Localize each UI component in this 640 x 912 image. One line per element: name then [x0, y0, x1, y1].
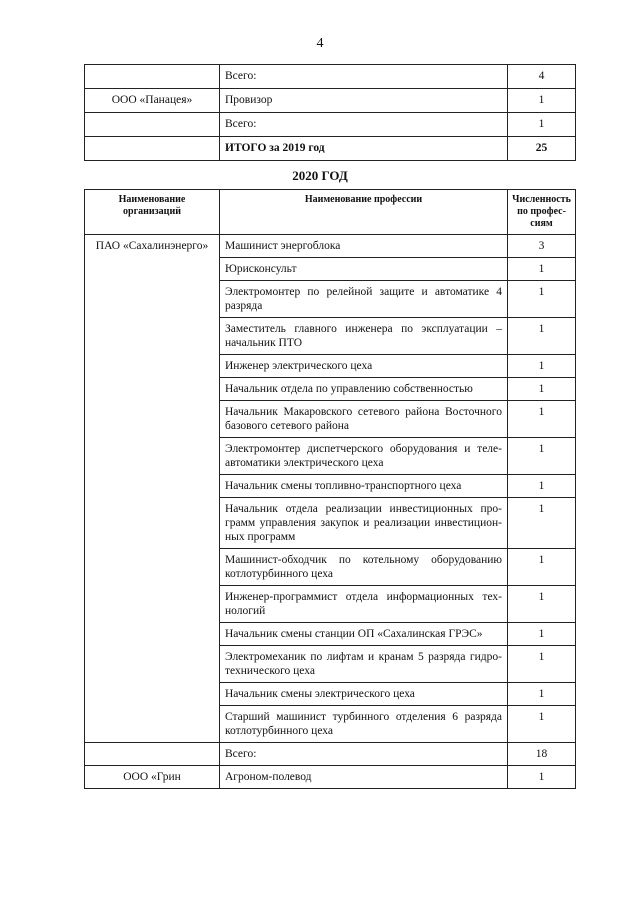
count-cell: 1 [508, 401, 576, 438]
header-count: Численность по профессиям [508, 190, 576, 235]
total-count: 18 [508, 743, 576, 766]
count-cell: 1 [508, 549, 576, 586]
profession-cell: Электромонтер по релейной защите и автоматике 4 разряда [220, 281, 508, 318]
count-cell: 1 [508, 89, 576, 113]
count-cell: 1 [508, 706, 576, 743]
org-cell [85, 743, 220, 766]
grand-total-count: 25 [508, 137, 576, 161]
org-cell: ПАО «Сахалинэнерго» [85, 235, 220, 743]
profession-cell: Заместитель главного инженера по эксплуатации – начальник ПТО [220, 318, 508, 355]
org-cell [85, 113, 220, 137]
total-label: Всего: [220, 743, 508, 766]
count-cell: 1 [508, 281, 576, 318]
profession-cell: Электромеханик по лифтам и кранам 5 разряда гидротехнического цеха [220, 646, 508, 683]
count-cell: 1 [508, 113, 576, 137]
profession-cell: Начальник Макаровского сетевого района Восточного базового сетевого района [220, 401, 508, 438]
table-row [85, 766, 576, 789]
table-2020 [84, 189, 576, 789]
profession-cell: Юрисконсульт [220, 258, 508, 281]
count-cell: 1 [508, 475, 576, 498]
profession-cell: Машинист энергоблока [220, 235, 508, 258]
header-org: Наименование организаций [85, 190, 220, 235]
count-cell: 1 [508, 683, 576, 706]
profession-cell: Агроном-полевод [220, 766, 508, 789]
table-row [85, 113, 576, 137]
profession-cell: Инженер-программист отдела информационных технологий [220, 586, 508, 623]
org-cell: ООО «Панацея» [85, 89, 220, 113]
profession-cell: Начальник отдела реализации инвестиционных программ управления закупок и реализации инвестиционных программ [220, 498, 508, 549]
profession-cell: Начальник отдела по управлению собственностью [220, 378, 508, 401]
header-row [85, 190, 576, 235]
profession-cell: Электромонтер диспетчерского оборудования и телеавтоматики электрического цеха [220, 438, 508, 475]
count-cell: 3 [508, 235, 576, 258]
count-cell: 1 [508, 646, 576, 683]
profession-cell: Машинист-обходчик по котельному оборудованию котлотурбинного цеха [220, 549, 508, 586]
profession-cell: Старший машинист турбинного отделения 6 разряда котлотурбинного цеха [220, 706, 508, 743]
page-number: 4 [316, 36, 324, 51]
grand-total-label: ИТОГО за 2019 год [220, 137, 508, 161]
count-cell: 1 [508, 378, 576, 401]
profession-cell: Начальник смены топливно-транспортного цеха [220, 475, 508, 498]
profession-cell: Начальник смены электрического цеха [220, 683, 508, 706]
profession-cell: Начальник смены станции ОП «Сахалинская ГРЭС» [220, 623, 508, 646]
count-cell: 1 [508, 355, 576, 378]
count-cell: 1 [508, 438, 576, 475]
org-cell [85, 137, 220, 161]
table-row [85, 235, 576, 258]
total-row [85, 743, 576, 766]
profession-cell: Всего: [220, 65, 508, 89]
table-row [85, 65, 576, 89]
header-profession: Наименование профессии [220, 190, 508, 235]
table-2019-end [84, 64, 576, 161]
profession-cell: Провизор [220, 89, 508, 113]
table-row [85, 89, 576, 113]
count-cell: 1 [508, 498, 576, 549]
count-cell: 1 [508, 318, 576, 355]
year-heading: 2020 ГОД [292, 168, 348, 183]
count-cell: 1 [508, 766, 576, 789]
count-cell: 1 [508, 623, 576, 646]
count-cell: 1 [508, 586, 576, 623]
count-cell: 1 [508, 258, 576, 281]
org-cell: ООО «Грин [85, 766, 220, 789]
org-cell [85, 65, 220, 89]
count-cell: 4 [508, 65, 576, 89]
profession-cell: Инженер электрического цеха [220, 355, 508, 378]
profession-cell: Всего: [220, 113, 508, 137]
table-row [85, 137, 576, 161]
